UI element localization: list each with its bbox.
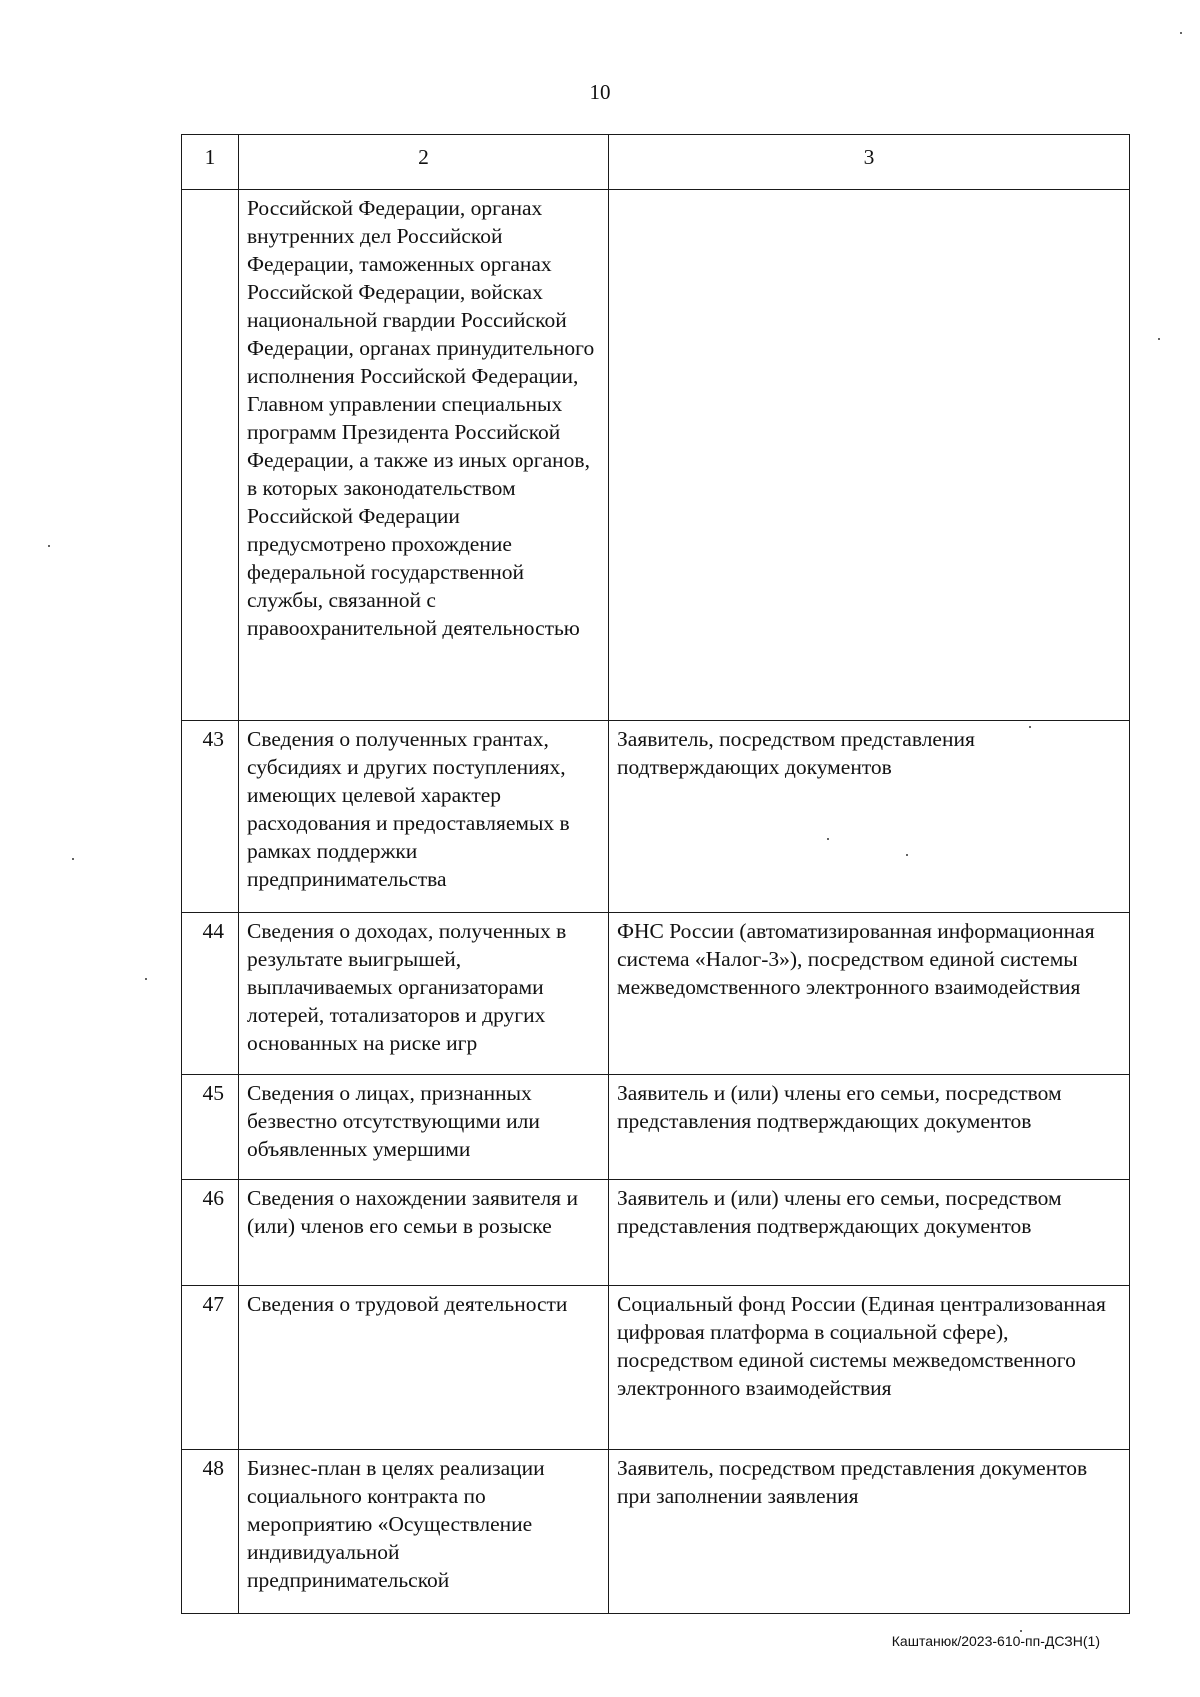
column-header-1: 1 — [182, 135, 239, 190]
row-description: Сведения о нахождении заявителя и (или) членов его семьи в розыске — [239, 1180, 609, 1286]
column-header-2: 2 — [239, 135, 609, 190]
table-row — [182, 913, 1130, 1075]
row-description: Бизнес-план в целях реализации социального контракта по мероприятию «Осуществление индивидуальной предпринимательской — [239, 1450, 609, 1614]
page-number: 10 — [589, 80, 611, 104]
row-number — [182, 190, 239, 721]
column-header-3: 3 — [609, 135, 1130, 190]
row-source — [609, 190, 1130, 721]
row-source: Заявитель и (или) члены его семьи, посредством представления подтверждающих документов — [609, 1180, 1130, 1286]
row-description: Сведения о полученных грантах, субсидиях и других поступлениях, имеющих целевой характер расходования и предоставляемых в рамках поддержки предпринимательства — [239, 721, 609, 913]
row-source: Социальный фонд России (Единая централизованная цифровая платформа в социальной сфере), посредством единой системы межведомственного электронного взаимодействия — [609, 1286, 1130, 1450]
row-description: Сведения о доходах, полученных в результате выигрышей, выплачиваемых организаторами лотерей, тотализаторов и других основанных на риске игр — [239, 913, 609, 1075]
row-number: 43 — [182, 721, 239, 913]
table-row — [182, 721, 1130, 913]
row-number: 46 — [182, 1180, 239, 1286]
table-row — [182, 1180, 1130, 1286]
table-row — [182, 190, 1130, 721]
row-source: Заявитель, посредством представления подтверждающих документов — [609, 721, 1130, 913]
row-number: 44 — [182, 913, 239, 1075]
row-number: 48 — [182, 1450, 239, 1614]
table-row — [182, 1286, 1130, 1450]
row-source: ФНС России (автоматизированная информационная система «Налог-3»), посредством единой системы межведомственного электронного взаимодействия — [609, 913, 1130, 1075]
row-source: Заявитель и (или) члены его семьи, посредством представления подтверждающих документов — [609, 1075, 1130, 1180]
row-source: Заявитель, посредством представления документов при заполнении заявления — [609, 1450, 1130, 1614]
document-table — [181, 134, 1130, 1614]
table-row — [182, 1450, 1130, 1614]
document-footer-code: Каштанюк/2023-610-пп-ДСЗН(1) — [891, 1633, 1100, 1649]
row-description: Сведения о трудовой деятельности — [239, 1286, 609, 1450]
row-number: 45 — [182, 1075, 239, 1180]
table-header-row — [182, 135, 1130, 190]
row-description: Российской Федерации, органах внутренних дел Российской Федерации, таможенных органах Российской Федерации, войсках национальной гвардии Российской Федерации, органах принудительного исполнения Российской Федерации, Главном управлении специальных программ Президента Российской Федерации, а также из иных органов, в которых законодательством Российской Федерации предусмотрено прохождение федеральной государственной службы, связанной с правоохранительной деятельностью — [239, 190, 609, 721]
row-description: Сведения о лицах, признанных безвестно отсутствующими или объявленных умершими — [239, 1075, 609, 1180]
table-row — [182, 1075, 1130, 1180]
row-number: 47 — [182, 1286, 239, 1450]
